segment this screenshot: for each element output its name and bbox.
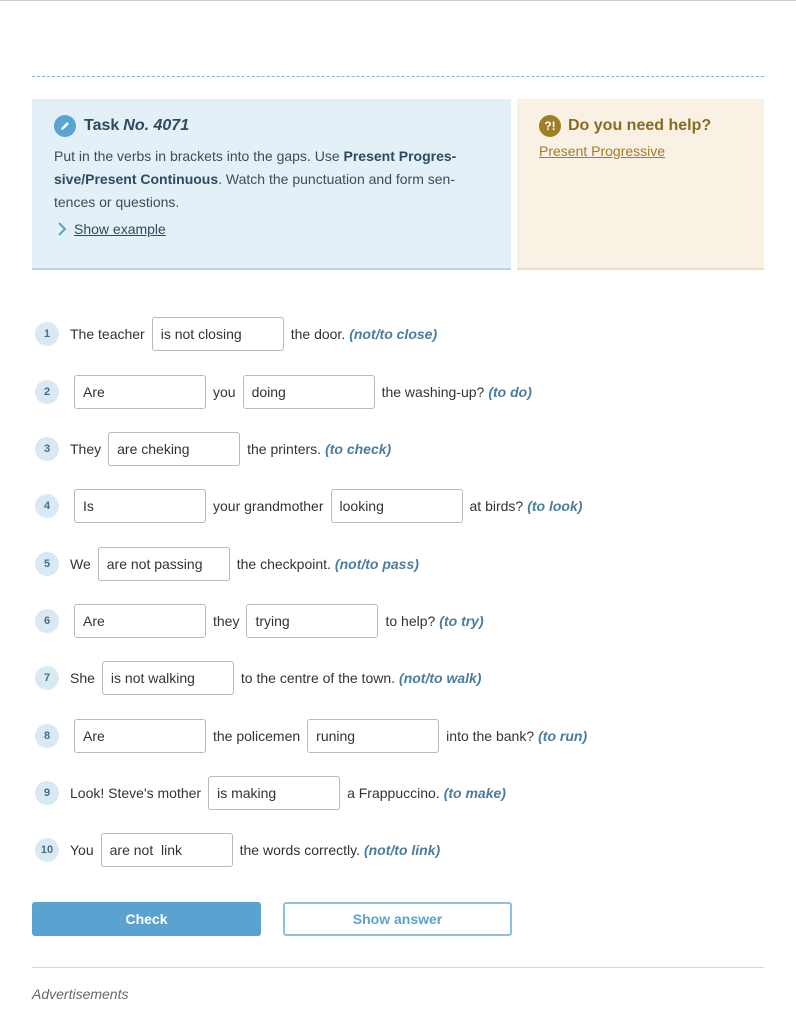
- exercise-number: 1: [35, 322, 59, 346]
- exercise-text: the door.: [290, 326, 346, 342]
- exercise-text: She: [70, 670, 95, 686]
- verb-hint: (not/to link): [363, 842, 441, 858]
- show-answer-button[interactable]: Show answer: [283, 902, 512, 936]
- verb-hint: (not/to walk): [399, 670, 482, 686]
- pencil-icon: [54, 115, 76, 137]
- exercise-text: the words correctly.: [239, 842, 360, 858]
- help-icon: ?!: [539, 115, 561, 137]
- exercise-number: 9: [35, 781, 59, 805]
- top-border: [0, 0, 796, 1]
- exercise-text: You: [70, 842, 94, 858]
- exercise-text: at birds?: [469, 498, 524, 514]
- gap-input[interactable]: [152, 317, 284, 351]
- verb-hint: (to run): [538, 728, 588, 744]
- exercise-text: the printers.: [247, 441, 322, 457]
- exercise-row: [35, 604, 484, 638]
- task-text-part-2: . Watch the punctuation and form sen- tences or questions.: [54, 171, 455, 210]
- gap-input[interactable]: [74, 604, 206, 638]
- gap-input[interactable]: [102, 661, 234, 695]
- exercise-number: 6: [35, 609, 59, 633]
- verb-hint: (to try): [439, 613, 484, 629]
- exercise-text: the checkpoint.: [236, 556, 331, 572]
- show-example-label: Show example: [74, 221, 166, 237]
- advertisements-label: Advertisements: [32, 986, 129, 1002]
- gap-input[interactable]: [98, 547, 230, 581]
- exercise-text: to the centre of the town.: [240, 670, 396, 686]
- gap-input[interactable]: [208, 776, 340, 810]
- exercise-text: to help?: [385, 613, 436, 629]
- exercise-row: [35, 432, 391, 466]
- gap-input[interactable]: [243, 375, 375, 409]
- show-example-link[interactable]: [54, 221, 166, 237]
- help-title: [539, 115, 711, 137]
- exercise-row: [35, 776, 506, 810]
- exercise-text: We: [70, 556, 91, 572]
- exercise-row: [35, 719, 587, 753]
- task-instructions: [54, 145, 474, 214]
- gap-input[interactable]: [331, 489, 463, 523]
- gap-input[interactable]: [307, 719, 439, 753]
- exercise-number: 10: [35, 838, 59, 862]
- exercise-text: the policemen: [213, 728, 301, 744]
- task-text-bold: Present Progres- sive/Present Continuous: [54, 148, 457, 187]
- task-box: [32, 99, 511, 270]
- task-label: Task: [84, 117, 120, 134]
- exercise-text: they: [213, 613, 240, 629]
- exercise-number: 7: [35, 666, 59, 690]
- gap-input[interactable]: [101, 833, 233, 867]
- exercise-row: [35, 317, 437, 351]
- exercise-number: 3: [35, 437, 59, 461]
- exercise-text: The teacher: [70, 326, 145, 342]
- task-number: No. 4071: [123, 117, 190, 134]
- exercise-number: 4: [35, 494, 59, 518]
- verb-hint: (not/to pass): [334, 556, 419, 572]
- footer-divider: [32, 967, 764, 968]
- exercise-number: 8: [35, 724, 59, 748]
- exercise-text: the washing-up?: [381, 384, 485, 400]
- exercise-text: a Frappuccino.: [347, 785, 440, 801]
- verb-hint: (to look): [527, 498, 583, 514]
- chevron-right-icon: [54, 221, 70, 237]
- help-box: [517, 99, 764, 270]
- gap-input[interactable]: [74, 375, 206, 409]
- exercise-text: you: [213, 384, 236, 400]
- gap-input[interactable]: [108, 432, 240, 466]
- exercise-number: 5: [35, 552, 59, 576]
- exercise-row: [35, 661, 481, 695]
- exercise-row: [35, 833, 440, 867]
- verb-hint: (not/to close): [349, 326, 438, 342]
- task-title: [54, 115, 189, 137]
- gap-input[interactable]: [74, 489, 206, 523]
- gap-input[interactable]: [246, 604, 378, 638]
- help-title-text: Do you need help?: [568, 117, 712, 134]
- gap-input[interactable]: [74, 719, 206, 753]
- exercise-text: your grandmother: [213, 498, 324, 514]
- exercise-text: Look! Steve's mother: [70, 785, 202, 801]
- dotted-divider: [32, 76, 764, 77]
- exercise-row: [35, 375, 532, 409]
- present-progressive-link[interactable]: Present Progressive: [539, 143, 666, 159]
- verb-hint: (to check): [325, 441, 392, 457]
- exercise-row: [35, 547, 419, 581]
- exercise-number: 2: [35, 380, 59, 404]
- check-button[interactable]: Check: [32, 902, 261, 936]
- exercise-text: They: [70, 441, 102, 457]
- verb-hint: (to do): [488, 384, 532, 400]
- exercise-row: [35, 489, 582, 523]
- verb-hint: (to make): [443, 785, 506, 801]
- exercise-text: into the bank?: [446, 728, 535, 744]
- task-text-part-1: Put in the verbs in brackets into the gaps. Use: [54, 148, 344, 164]
